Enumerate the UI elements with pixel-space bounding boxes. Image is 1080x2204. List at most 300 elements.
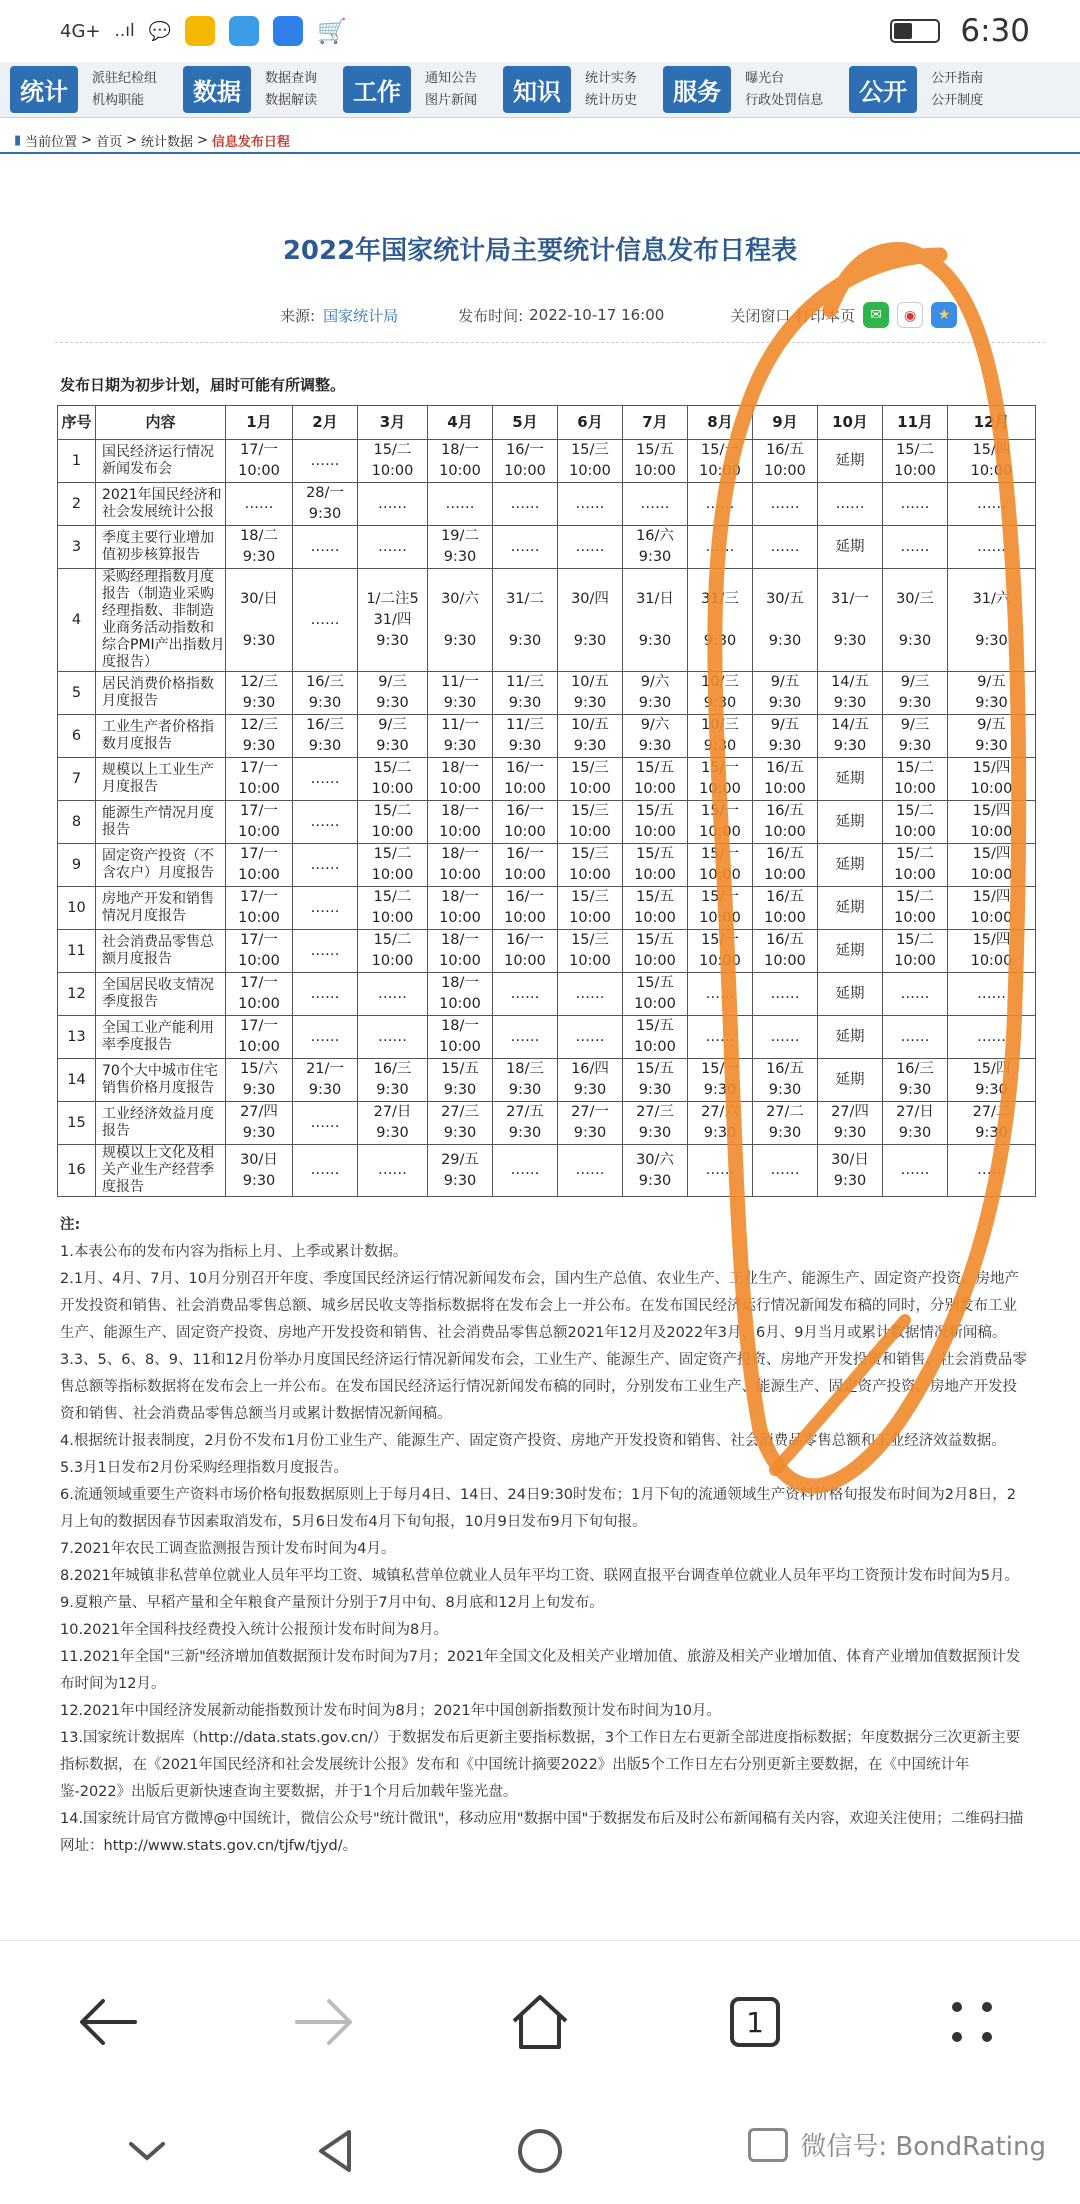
release-date-cell: 18/一 10:00 [428,930,493,973]
nav-link[interactable]: 图片新闻 [425,92,478,108]
release-date-cell: 30/日 9:30 [226,1145,293,1197]
column-header: 5月 [493,406,558,440]
location-marker-icon: ▮ [14,132,22,148]
nav-link[interactable]: 数据解读 [265,92,318,108]
row-item-name: 季度主要行业增加值初步核算报告 [96,526,226,569]
release-date-cell: 15/五 10:00 [623,973,688,1016]
release-date-cell: 16/一 10:00 [493,440,558,483]
signal-icon: ..ıl [114,20,135,41]
release-date-cell: …… [948,1016,1036,1059]
column-header: 序号 [58,406,96,440]
release-date-cell: 10/五 9:30 [558,672,623,715]
release-date-cell: 16/五 10:00 [753,440,818,483]
release-date-cell: 15/一 10:00 [688,440,753,483]
column-header: 3月 [358,406,428,440]
release-date-cell: 17/一 10:00 [226,440,293,483]
release-date-cell: 15/四 9:30 [948,1059,1036,1102]
release-date-cell: …… [688,1016,753,1059]
row-item-name: 能源生产情况月度报告 [96,801,226,844]
release-date-cell: …… [293,1145,358,1197]
release-date-cell: 9/五 9:30 [948,672,1036,715]
release-date-cell: 延期 [818,758,883,801]
nav-links [745,68,823,112]
release-date-cell: 16/三 9:30 [883,1059,948,1102]
source-link[interactable]: 国家统计局 [323,306,399,325]
nav-link[interactable]: 机构职能 [92,92,145,108]
release-date-cell: …… [293,526,358,569]
release-date-cell: 15/六 9:30 [226,1059,293,1102]
release-date-cell: …… [818,483,883,526]
release-date-cell: 17/一 10:00 [226,758,293,801]
nav-link[interactable]: 通知公告 [425,70,478,86]
row-item-name: 国民经济运行情况新闻发布会 [96,440,226,483]
release-date-cell: 30/四 9:30 [558,569,623,672]
row-item-name: 工业经济效益月度报告 [96,1102,226,1145]
release-date-cell: 16/三 9:30 [293,672,358,715]
divider [0,1940,1080,1941]
wechat-logo-icon [748,2128,788,2162]
release-date-cell: 16/三 9:30 [293,715,358,758]
publish-time: 2022-10-17 16:00 [529,306,665,324]
column-header: 4月 [428,406,493,440]
note-item: 10.2021年全国科技经费投入统计公报预计发布时间为8月。 [60,1622,449,1638]
release-date-cell: …… [293,569,358,672]
publish-label: 发布时间: [458,306,524,325]
nav-group [663,66,823,113]
row-item-name: 全国居民收支情况季度报告 [96,973,226,1016]
release-date-cell: 15/一 10:00 [688,887,753,930]
row-number: 4 [58,569,96,672]
release-date-cell: …… [493,1145,558,1197]
release-date-cell: 31/一 9:30 [818,569,883,672]
release-date-cell: 15/一 9:30 [688,1059,753,1102]
release-date-cell: 18/一 10:00 [428,887,493,930]
release-date-cell: 15/一 10:00 [688,801,753,844]
release-date-cell: 30/六 9:30 [428,569,493,672]
table-row [58,1016,1036,1059]
note-item: 3.3、5、6、8、9、11和12月份举办月度国民经济运行情况新闻发布会，工业生产、能源生产、固定资产投资、房地产开发投资和销售、社会消费品零售总额等指标数据将在发布会上一并公布。在发布国民经济运行情况新闻发布稿的同时，分别发布工业生产、能源生产、固定资产投资、房地产开发投资和销售、社会消费品零售总额当月或累计数据情况新闻稿。 [60,1352,1027,1422]
nav-link[interactable]: 数据查询 [265,70,318,86]
table-row [58,801,1036,844]
source-label: 来源: [280,306,316,325]
release-date-cell: 1/二注5 31/四 9:30 [358,569,428,672]
nav-link[interactable]: 统计历史 [585,92,638,108]
release-date-cell: …… [948,1145,1036,1197]
nav-group [503,66,637,113]
release-date-cell: 30/六 9:30 [623,1145,688,1197]
row-number: 6 [58,715,96,758]
release-date-cell: 9/三 9:30 [883,715,948,758]
release-schedule-table [57,405,1036,1197]
release-date-cell: …… [883,973,948,1016]
nav-link[interactable]: 派驻纪检组 [92,70,158,86]
row-number: 8 [58,801,96,844]
note-item: 14.国家统计局官方微博@中国统计，微信公众号"统计微讯"，移动应用"数据中国"于数据发布后及时公布新闻稿有关内容，欢迎关注使用；二维码扫描网址：http://www.stats.gov.cn/tjfw/tjyd/。 [60,1811,1024,1854]
release-date-cell: 15/四 10:00 [948,801,1036,844]
note-item: 2.1月、4月、7月、10月分别召开年度、季度国民经济运行情况新闻发布会，国内生产总值、农业生产、工业生产、能源生产、固定资产投资、房地产开发投资和销售、社会消费品零售总额、城乡居民收支等指标数据将在发布会上一并公布。在发布国民经济运行情况新闻发布稿的同时，分别发布工业生产、能源生产、固定资产投资、房地产开发投资和销售、社会消费品零售总额2021年12月及2022年3月、6月、9月当月或累计数据情况新闻稿。 [60,1271,1019,1341]
release-date-cell: 15/二 10:00 [358,844,428,887]
release-date-cell: 15/四 10:00 [948,440,1036,483]
table-row [58,440,1036,483]
release-date-cell: 9/三 9:30 [358,715,428,758]
column-header: 内容 [96,406,226,440]
release-date-cell: 16/五 10:00 [753,758,818,801]
note-item: 7.2021年农民工调查监测报告预计发布时间为4月。 [60,1541,396,1557]
release-date-cell: …… [948,526,1036,569]
release-date-cell: 延期 [818,1059,883,1102]
hide-nav-chevron-icon[interactable] [112,2116,182,2186]
release-date-cell: 30/日 9:30 [226,569,293,672]
release-date-cell: 15/二 10:00 [883,887,948,930]
release-date-cell: …… [293,1016,358,1059]
release-date-cell: …… [753,973,818,1016]
site-top-nav [0,62,1080,118]
row-item-name: 采购经理指数月度报告（制造业采购经理指数、非制造业商务活动指数和综合PMI产出指数月度报告） [96,569,226,672]
notes-section [60,1212,1030,1860]
release-date-cell: 18/一 10:00 [428,440,493,483]
release-date-cell: 18/一 10:00 [428,973,493,1016]
release-date-cell: 30/三 9:30 [883,569,948,672]
nav-links [585,68,637,112]
row-number: 9 [58,844,96,887]
release-date-cell: 30/五 9:30 [753,569,818,672]
row-number: 14 [58,1059,96,1102]
breadcrumb-separator: > [197,132,208,148]
release-date-cell: …… [358,526,428,569]
nav-group [183,66,317,113]
nav-group [10,66,157,113]
nav-links [425,68,477,112]
row-item-name: 社会消费品零售总额月度报告 [96,930,226,973]
release-date-cell: 15/五 10:00 [623,844,688,887]
row-item-name: 固定资产投资（不含农户）月度报告 [96,844,226,887]
release-date-cell: 延期 [818,526,883,569]
row-item-name: 规模以上文化及相关产业生产经营季度报告 [96,1145,226,1197]
release-date-cell: 16/三 9:30 [358,1059,428,1102]
release-date-cell: 30/日 9:30 [818,1145,883,1197]
release-date-cell: …… [753,483,818,526]
release-date-cell: 16/一 10:00 [493,844,558,887]
release-date-cell: …… [493,483,558,526]
release-date-cell: 18/一 10:00 [428,801,493,844]
release-date-cell: 18/一 10:00 [428,1016,493,1059]
table-row [58,758,1036,801]
breadcrumb-prefix: 当前位置 [25,134,78,150]
release-date-cell: 27/四 9:30 [226,1102,293,1145]
row-item-name: 居民消费价格指数月度报告 [96,672,226,715]
release-date-cell: …… [883,1145,948,1197]
column-header: 11月 [883,406,948,440]
release-date-cell: 29/五 9:30 [428,1145,493,1197]
release-date-cell: 12/三 9:30 [226,672,293,715]
table-row [58,1102,1036,1145]
release-date-cell: 27/五 9:30 [493,1102,558,1145]
release-date-cell: 12/三 9:30 [226,715,293,758]
release-date-cell: 10/三 9:30 [688,672,753,715]
row-item-name: 全国工业产能利用率季度报告 [96,1016,226,1059]
release-date-cell: …… [358,973,428,1016]
nav-tab[interactable]: 公开 [849,66,917,113]
clock: 6:30 [960,13,1030,49]
shopping-cart-icon: 🛒 [317,17,348,45]
release-date-cell: 15/二 10:00 [883,930,948,973]
column-header: 7月 [623,406,688,440]
note-item: 6.流通领域重要生产资料市场价格旬报数据原则上于每月4日、14日、24日9:30时发布；1月下旬的流通领域生产资料价格旬报发布时间为2月8日，2月上旬的数据因春节因素取消发布，5月6日发布4月下旬旬报，10月9日发布9月下旬旬报。 [60,1487,1016,1530]
release-date-cell: 15/五 10:00 [623,440,688,483]
release-date-cell: 15/二 10:00 [883,844,948,887]
page-tools-links[interactable]: 关闭窗口 打印本页 [730,306,856,325]
release-date-cell: 16/一 10:00 [493,758,558,801]
release-date-cell: 27/六 9:30 [688,1102,753,1145]
release-date-cell: 15/二 10:00 [358,440,428,483]
release-date-cell: 27/二 9:30 [753,1102,818,1145]
forward-arrow-icon[interactable] [284,1982,364,2062]
weather-app-icon [229,16,259,46]
release-date-cell: …… [226,483,293,526]
row-number: 1 [58,440,96,483]
release-date-cell: 15/五 10:00 [623,1016,688,1059]
release-date-cell: …… [558,483,623,526]
release-date-cell: 15/三 10:00 [558,440,623,483]
column-header: 12月 [948,406,1036,440]
release-date-cell: …… [883,526,948,569]
release-date-cell: 27/二 9:30 [948,1102,1036,1145]
release-date-cell: …… [293,1102,358,1145]
release-date-cell: 14/五 9:30 [818,672,883,715]
release-date-cell: …… [558,973,623,1016]
release-date-cell: 11/三 9:30 [493,715,558,758]
release-date-cell: 18/二 9:30 [226,526,293,569]
release-date-cell: 15/五 9:30 [428,1059,493,1102]
divider [55,342,1045,343]
release-date-cell: 15/五 10:00 [623,930,688,973]
note-item: 12.2021年中国经济发展新动能指数预计发布时间为8月；2021年中国创新指数预计发布时间为10月。 [60,1703,722,1719]
system-back-icon[interactable] [300,2116,370,2186]
table-row [58,930,1036,973]
tab-count: 1 [730,1997,780,2047]
back-arrow-icon[interactable] [68,1982,148,2062]
release-date-cell: 18/一 10:00 [428,844,493,887]
release-date-cell: 16/一 10:00 [493,930,558,973]
release-date-cell: 15/五 10:00 [623,887,688,930]
release-date-cell: 28/一 9:30 [293,483,358,526]
release-date-cell: 15/五 10:00 [623,758,688,801]
release-date-cell: 延期 [818,1016,883,1059]
lightbulb-app-icon [273,16,303,46]
release-date-cell: 16/一 10:00 [493,887,558,930]
release-date-cell: 15/一 10:00 [688,758,753,801]
table-row [58,1059,1036,1102]
chat-bubble-icon: 💬 [148,20,172,42]
release-date-cell: …… [293,844,358,887]
tabs-icon[interactable] [715,1982,795,2062]
release-date-cell: 延期 [818,440,883,483]
release-date-cell: 15/四 10:00 [948,930,1036,973]
release-date-cell: 15/三 10:00 [558,887,623,930]
nav-tab[interactable]: 服务 [663,66,731,113]
release-date-cell: 9/六 9:30 [623,715,688,758]
weibo-share-icon[interactable]: ◉ [897,302,923,328]
note-item: 9.夏粮产量、早稻产量和全年粮食产量预计分别于7月中旬、8月底和12月上旬发布。 [60,1595,604,1611]
release-date-cell: 15/二 10:00 [883,758,948,801]
home-icon[interactable] [500,1982,580,2062]
release-date-cell: …… [558,1016,623,1059]
watermark [748,2126,1046,2163]
column-header: 10月 [818,406,883,440]
release-date-cell: 15/四 10:00 [948,844,1036,887]
breadcrumb [0,128,1080,154]
page-title: 2022年国家统计局主要统计信息发布日程表 [282,236,798,266]
release-date-cell: …… [688,483,753,526]
release-date-cell: 15/二 10:00 [358,758,428,801]
nav-link[interactable]: 行政处罚信息 [745,92,824,108]
note-item: 8.2021年城镇非私营单位就业人员年平均工资、城镇私营单位就业人员年平均工资、联网直报平台调查单位就业人员年平均工资预计发布时间为5月。 [60,1568,1019,1584]
table-row [58,1145,1036,1197]
release-date-cell: 17/一 10:00 [226,801,293,844]
nav-link[interactable]: 曝光台 [745,70,785,86]
article-meta [280,302,957,328]
menu-dots-icon[interactable] [932,1982,1012,2062]
breadcrumb-home[interactable]: 首页 [96,134,123,150]
network-label: 4G+ [60,20,101,42]
row-number: 2 [58,483,96,526]
release-date-cell: …… [358,1016,428,1059]
schedule-notice: 发布日期为初步计划，届时可能有所调整。 [60,376,346,394]
release-date-cell: 15/三 10:00 [558,801,623,844]
release-date-cell: …… [883,483,948,526]
column-header: 2月 [293,406,358,440]
nav-tab[interactable]: 工作 [343,66,411,113]
nav-group [343,66,477,113]
release-date-cell: 15/二 10:00 [358,887,428,930]
table-row [58,715,1036,758]
release-date-cell: 15/三 10:00 [558,930,623,973]
release-date-cell: …… [948,973,1036,1016]
release-date-cell: 11/三 9:30 [493,672,558,715]
column-header: 9月 [753,406,818,440]
column-header: 8月 [688,406,753,440]
release-date-cell: 15/二 10:00 [358,930,428,973]
release-date-cell: 27/一 9:30 [558,1102,623,1145]
release-date-cell: 延期 [818,887,883,930]
release-date-cell: 15/二 10:00 [883,440,948,483]
table-row [58,483,1036,526]
release-date-cell: 15/二 10:00 [883,801,948,844]
release-date-cell: …… [493,973,558,1016]
row-number: 11 [58,930,96,973]
release-date-cell: 31/三 9:30 [688,569,753,672]
note-item: 1.本表公布的发布内容为指标上月、上季或累计数据。 [60,1244,408,1260]
release-date-cell: 9/三 9:30 [358,672,428,715]
notes-heading: 注: [60,1217,81,1233]
row-item-name: 规模以上工业生产月度报告 [96,758,226,801]
nav-link[interactable]: 统计实务 [585,70,638,86]
release-date-cell: 27/三 9:30 [428,1102,493,1145]
release-date-cell: 15/五 10:00 [623,801,688,844]
release-date-cell: …… [558,1145,623,1197]
release-date-cell: 16/四 9:30 [558,1059,623,1102]
row-item-name: 工业生产者价格指数月度报告 [96,715,226,758]
breadcrumb-statistics[interactable]: 统计数据 [141,134,194,150]
nav-tab[interactable]: 统计 [10,66,78,113]
nav-link[interactable]: 公开制度 [931,92,984,108]
release-date-cell: 9/五 9:30 [753,715,818,758]
release-date-cell: 14/五 9:30 [818,715,883,758]
row-item-name: 房地产开发和销售情况月度报告 [96,887,226,930]
browser-toolbar [0,1960,1080,2080]
release-date-cell: 31/六 9:30 [948,569,1036,672]
yellow-app-icon [185,16,215,46]
status-bar [0,0,1080,62]
nav-tab[interactable]: 知识 [503,66,571,113]
release-date-cell: 10/五 9:30 [558,715,623,758]
wechat-share-icon[interactable]: ✉ [863,302,889,328]
release-date-cell: 17/一 10:00 [226,1016,293,1059]
release-date-cell: 延期 [818,973,883,1016]
row-number: 12 [58,973,96,1016]
release-date-cell: 16/五 10:00 [753,887,818,930]
row-number: 10 [58,887,96,930]
nav-tab[interactable]: 数据 [183,66,251,113]
breadcrumb-separator: > [126,132,137,148]
release-date-cell: 15/五 9:30 [623,1059,688,1102]
release-date-cell: 17/一 10:00 [226,973,293,1016]
release-date-cell: 17/一 10:00 [226,930,293,973]
release-date-cell: 11/一 9:30 [428,672,493,715]
release-date-cell: 16/五 10:00 [753,930,818,973]
favorite-star-icon[interactable]: ★ [931,302,957,328]
release-date-cell: …… [948,483,1036,526]
release-date-cell: 15/四 10:00 [948,758,1036,801]
release-date-cell: 18/一 10:00 [428,758,493,801]
row-number: 3 [58,526,96,569]
release-date-cell: 17/一 10:00 [226,844,293,887]
release-date-cell: …… [428,483,493,526]
release-date-cell: …… [558,526,623,569]
nav-link[interactable]: 公开指南 [931,70,984,86]
table-row [58,844,1036,887]
nav-links [931,68,983,112]
release-date-cell: 15/三 10:00 [558,844,623,887]
release-date-cell: 9/五 9:30 [948,715,1036,758]
system-nav-bar [0,2100,1080,2204]
table-row [58,569,1036,672]
row-number: 13 [58,1016,96,1059]
release-date-cell: 9/五 9:30 [753,672,818,715]
release-date-cell: …… [493,1016,558,1059]
release-date-cell: 31/日 9:30 [623,569,688,672]
system-home-icon[interactable] [505,2116,575,2186]
release-date-cell: 21/一 9:30 [293,1059,358,1102]
row-item-name: 2021年国民经济和社会发展统计公报 [96,483,226,526]
release-date-cell: 17/一 10:00 [226,887,293,930]
release-date-cell: 31/二 9:30 [493,569,558,672]
release-date-cell: …… [293,440,358,483]
row-number: 15 [58,1102,96,1145]
table-row [58,526,1036,569]
release-date-cell: 27/三 9:30 [623,1102,688,1145]
release-date-cell: 10/三 9:30 [688,715,753,758]
battery-icon [890,19,940,43]
table-header-row [58,406,1036,440]
release-date-cell: 16/五 10:00 [753,801,818,844]
release-date-cell: 15/一 10:00 [688,930,753,973]
release-date-cell: 16/五 10:00 [753,844,818,887]
release-date-cell: 15/二 10:00 [358,801,428,844]
table-row [58,672,1036,715]
release-date-cell: 16/一 10:00 [493,801,558,844]
release-date-cell: …… [293,758,358,801]
